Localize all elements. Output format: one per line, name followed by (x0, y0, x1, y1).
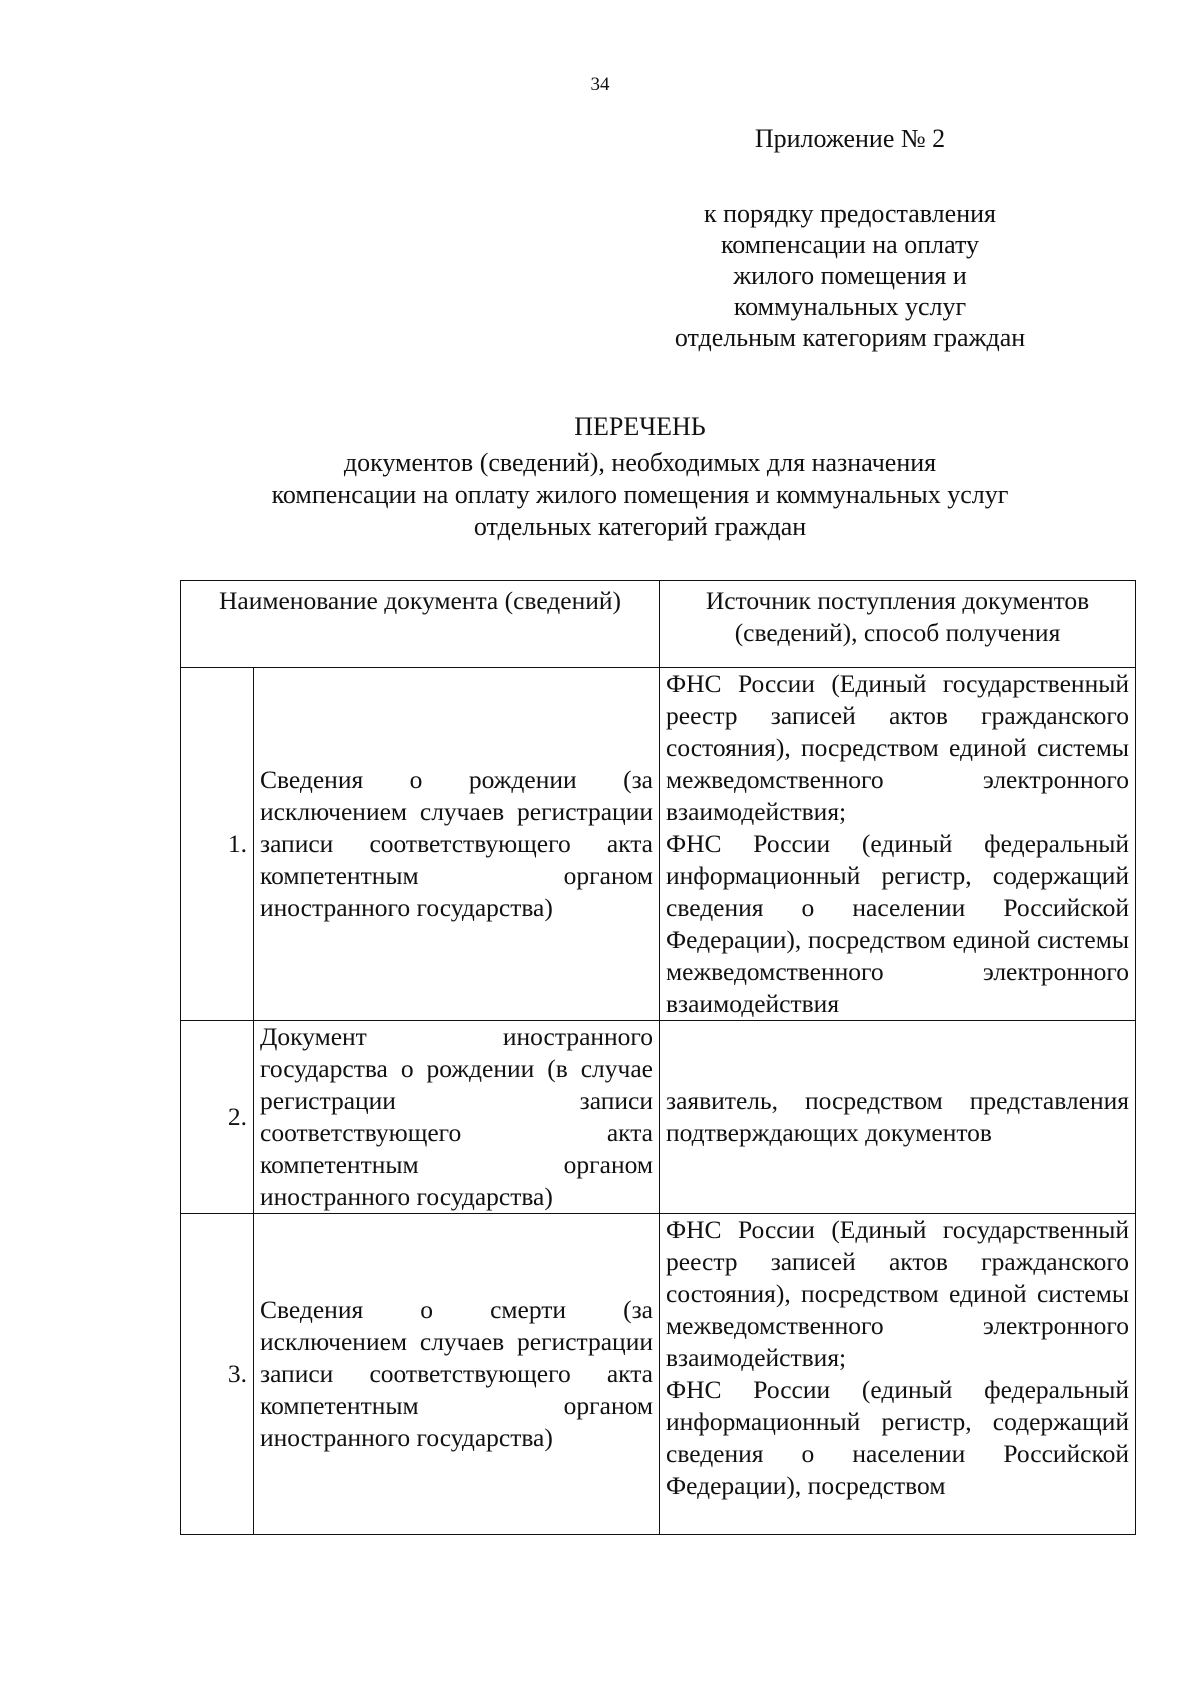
row-document-name: Сведения о смерти (за исключением случаев регистрации записи соответствующего акта компетентным органом иностранного государства) (254, 1214, 660, 1535)
appendix-subtitle-line: компенсации на оплату (720, 230, 979, 259)
document-subtitle-line: отдельных категорий граждан (473, 512, 807, 541)
table-row (181, 1214, 1136, 1535)
page-number: 34 (590, 74, 610, 95)
table-row (181, 668, 1136, 1021)
appendix-subtitle-line: коммунальных услуг (733, 292, 967, 321)
header-source: Источник поступления документов (сведений), способ получения (660, 581, 1136, 668)
document-title: ПЕРЕЧЕНЬ (574, 412, 706, 441)
appendix-subtitle (600, 198, 1100, 353)
document-subtitle-line: документов (сведений), необходимых для назначения (343, 448, 937, 477)
row-number: 1. (181, 668, 254, 1021)
appendix-subtitle-line: жилого помещения и (733, 261, 967, 290)
appendix-title: Приложение № 2 (754, 124, 946, 153)
row-document-name: Документ иностранного государства о рождении (в случае регистрации записи соответствующего акта компетентным органом иностранного государства) (254, 1021, 660, 1214)
appendix-subtitle-line: отдельным категориям граждан (674, 323, 1026, 352)
appendix-subtitle-line: к порядку предоставления (704, 199, 996, 228)
row-source-part: ФНС России (единый федеральный информационный регистр, содержащий сведения о населении Российской Федерации), посредством единой системы межведомственного электронного взаимодействия (666, 829, 1129, 1018)
row-source-part: ФНС России (Единый государственный реестр записей актов гражданского состояния), посредством единой системы межведомственного электронного взаимодействия; (666, 669, 1129, 826)
row-number: 2. (181, 1021, 254, 1214)
header-document-name: Наименование документа (сведений) (181, 581, 660, 668)
row-source (660, 1214, 1136, 1535)
document-subtitle (150, 447, 1130, 543)
table-row (181, 1021, 1136, 1214)
row-source (660, 668, 1136, 1021)
row-source (660, 1021, 1136, 1214)
document-subtitle-line: компенсации на оплату жилого помещения и коммунальных услуг (271, 480, 1009, 509)
table-header-row (181, 581, 1136, 668)
row-document-name: Сведения о рождении (за исключением случаев регистрации записи соответствующего акта компетентным органом иностранного государства) (254, 668, 660, 1021)
row-source-part: ФНС России (Единый государственный реестр записей актов гражданского состояния), посредством единой системы межведомственного электронного взаимодействия; (666, 1215, 1129, 1372)
row-source-part: заявитель, посредством представления подтверждающих документов (666, 1086, 1129, 1147)
documents-table (180, 580, 1136, 1535)
row-number: 3. (181, 1214, 254, 1535)
row-source-part: ФНС России (единый федеральный информационный регистр, содержащий сведения о населении Российской Федерации), посредством (666, 1375, 1129, 1500)
